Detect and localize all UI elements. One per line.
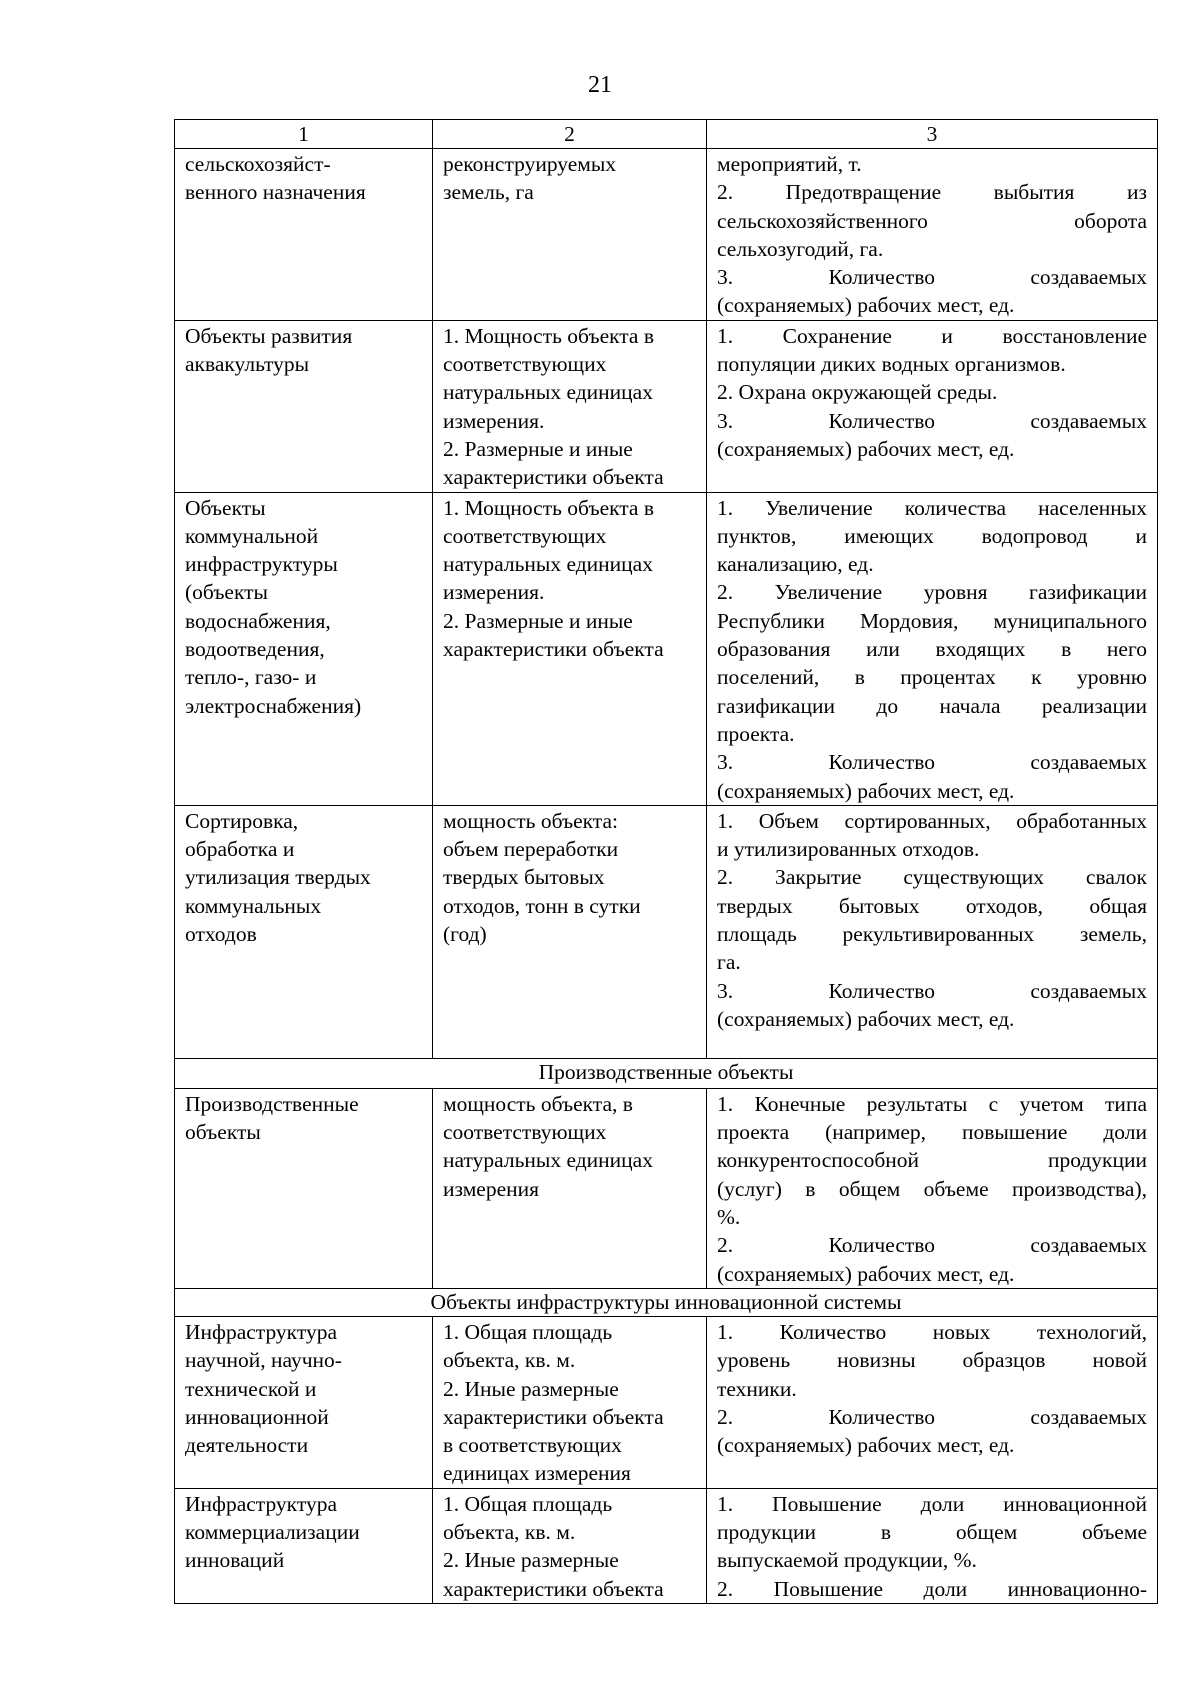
- text-line: (сохраняемых) рабочих мест, ед.: [717, 436, 1015, 461]
- text-line: (сохраняемых) рабочих мест, ед.: [717, 293, 1015, 318]
- text-line: проекта.: [717, 721, 795, 746]
- table-row: [175, 320, 1158, 492]
- text-line: 2. Охрана окружающей среды.: [717, 380, 998, 405]
- text-line: обработка и: [185, 837, 295, 862]
- text-line: Инфраструктура: [185, 1319, 337, 1344]
- column-header: 3: [707, 120, 1158, 149]
- text-line: соответствующих: [443, 352, 607, 377]
- text-line: водоснабжения,: [185, 608, 331, 633]
- text-line: характеристики объекта: [443, 1576, 664, 1601]
- text-line: измерения: [443, 1176, 540, 1201]
- indicators-table: [174, 119, 1158, 1604]
- text-line: сельхозугодий, га.: [717, 236, 884, 261]
- text-line: техники.: [717, 1376, 797, 1401]
- text-line: 3. Количество создаваемых: [717, 408, 1147, 433]
- text-line: 2. Предотвращение выбытия из: [717, 180, 1147, 205]
- text-line: 3. Количество создаваемых: [717, 265, 1147, 290]
- direct-result-cell: [433, 492, 707, 805]
- text-line: га.: [717, 950, 741, 975]
- text-line: 1. Сохранение и восстановление: [717, 323, 1147, 348]
- text-line: 1. Увеличение количества населенных: [717, 495, 1147, 520]
- text-line: 1. Объем сортированных, обработанных: [717, 808, 1147, 833]
- direct-result-cell: [433, 1316, 707, 1488]
- text-line: 3. Количество создаваемых: [717, 978, 1147, 1003]
- text-line: научной, научно-: [185, 1348, 342, 1373]
- text-line: пунктов, имеющих водопровод и: [717, 523, 1147, 548]
- text-line: 1. Количество новых технологий,: [717, 1319, 1147, 1344]
- text-line: (сохраняемых) рабочих мест, ед.: [717, 778, 1015, 803]
- text-line: 2. Иные размерные: [443, 1548, 619, 1573]
- object-type-cell: [175, 1316, 433, 1488]
- text-line: характеристики объекта: [443, 637, 664, 662]
- text-line: 3. Количество создаваемых: [717, 750, 1147, 775]
- text-line: (объекты: [185, 580, 268, 605]
- text-line: инфраструктуры: [185, 552, 338, 577]
- text-line: и утилизированных отходов.: [717, 837, 980, 862]
- final-result-cell: [707, 805, 1158, 1058]
- direct-result-cell: [433, 1088, 707, 1288]
- text-line: измерения.: [443, 408, 545, 433]
- text-line: 1. Общая площадь: [443, 1491, 613, 1516]
- text-line: утилизация твердых: [185, 865, 371, 890]
- object-type-cell: [175, 1088, 433, 1288]
- text-line: 2. Повышение доли инновационно-: [717, 1576, 1147, 1601]
- table-row: [175, 149, 1158, 321]
- column-header: 1: [175, 120, 433, 149]
- text-line: электроснабжения): [185, 693, 362, 718]
- text-line: соответствующих: [443, 1120, 607, 1145]
- text-line: конкурентоспособной продукции: [717, 1148, 1147, 1173]
- text-line: 1. Конечные результаты с учетом типа: [717, 1091, 1147, 1116]
- text-line: объекта, кв. м.: [443, 1348, 576, 1373]
- text-line: Объекты: [185, 495, 266, 520]
- text-line: коммунальных: [185, 893, 322, 918]
- final-result-cell: [707, 320, 1158, 492]
- text-line: Производственные: [185, 1091, 359, 1116]
- text-line: (сохраняемых) рабочих мест, ед.: [717, 1433, 1015, 1458]
- text-line: уровень новизны образцов новой: [717, 1348, 1147, 1373]
- text-line: характеристики объекта: [443, 1404, 664, 1429]
- text-line: инноваций: [185, 1548, 285, 1573]
- direct-result-cell: [433, 149, 707, 321]
- text-line: коммунальной: [185, 523, 319, 548]
- text-line: (сохраняемых) рабочих мест, ед.: [717, 1006, 1015, 1031]
- final-result-cell: [707, 1088, 1158, 1288]
- text-line: единицах измерения: [443, 1461, 631, 1486]
- direct-result-cell: [433, 320, 707, 492]
- text-line: объекта, кв. м.: [443, 1519, 576, 1544]
- page-number: 21: [588, 72, 612, 98]
- object-type-cell: [175, 149, 433, 321]
- text-line: популяции диких водных организмов.: [717, 352, 1066, 377]
- text-line: коммерциализации: [185, 1519, 360, 1544]
- text-line: натуральных единицах: [443, 552, 653, 577]
- text-line: образования или входящих в него: [717, 637, 1147, 662]
- text-line: реконструируемых: [443, 152, 617, 176]
- text-line: 2. Увеличение уровня газификации: [717, 580, 1147, 605]
- column-header: 2: [433, 120, 707, 149]
- direct-result-cell: [433, 1488, 707, 1603]
- object-type-cell: [175, 805, 433, 1058]
- text-line: 1. Повышение доли инновационной: [717, 1491, 1147, 1516]
- final-result-cell: [707, 149, 1158, 321]
- table-row: [175, 1316, 1158, 1488]
- text-line: выпускаемой продукции, %.: [717, 1548, 977, 1573]
- text-line: (услуг) в общем объеме производства),: [717, 1176, 1147, 1201]
- text-line: 2. Иные размерные: [443, 1376, 619, 1401]
- text-line: сельскохозяйст-: [185, 152, 331, 176]
- section-header-row: [175, 1058, 1158, 1088]
- text-line: технической и: [185, 1376, 317, 1401]
- object-type-cell: [175, 1488, 433, 1603]
- text-line: площадь рекультивированных земель,: [717, 922, 1147, 947]
- text-line: отходов, тонн в сутки: [443, 893, 641, 918]
- column-header-row: [175, 120, 1158, 149]
- object-type-cell: [175, 492, 433, 805]
- text-line: 2. Размерные и иные: [443, 436, 633, 461]
- text-line: 1. Мощность объекта в: [443, 323, 655, 348]
- text-line: Республики Мордовия, муниципального: [717, 608, 1147, 633]
- table-row: [175, 805, 1158, 1058]
- section-header-row: [175, 1288, 1158, 1316]
- text-line: водоотведения,: [185, 637, 325, 662]
- final-result-cell: [707, 492, 1158, 805]
- text-line: поселений, в процентах к уровню: [717, 665, 1147, 690]
- text-line: тепло-, газо- и: [185, 665, 317, 690]
- text-line: (год): [443, 922, 487, 947]
- text-line: проекта (например, повышение доли: [717, 1120, 1147, 1145]
- table-row: [175, 492, 1158, 805]
- object-type-cell: [175, 320, 433, 492]
- text-line: измерения.: [443, 580, 545, 605]
- text-line: сельскохозяйственного оборота: [717, 208, 1147, 233]
- table-row: [175, 1488, 1158, 1603]
- section-title: Производственные объекты: [175, 1058, 1158, 1088]
- text-line: 2. Количество создаваемых: [717, 1233, 1147, 1258]
- text-line: твердых бытовых: [443, 865, 605, 890]
- text-line: %.: [717, 1205, 741, 1230]
- text-line: венного назначения: [185, 180, 366, 205]
- text-line: 2. Количество создаваемых: [717, 1404, 1147, 1429]
- text-line: Объекты развития: [185, 323, 353, 348]
- final-result-cell: [707, 1488, 1158, 1603]
- text-line: 2. Закрытие существующих свалок: [717, 865, 1147, 890]
- text-line: аквакультуры: [185, 352, 310, 377]
- text-line: объекты: [185, 1120, 261, 1145]
- text-line: инновационной: [185, 1404, 329, 1429]
- text-line: Инфраструктура: [185, 1491, 337, 1516]
- text-line: канализацию, ед.: [717, 552, 874, 577]
- text-line: мощность объекта:: [443, 808, 618, 833]
- text-line: соответствующих: [443, 523, 607, 548]
- table-row: [175, 1088, 1158, 1288]
- text-line: Сортировка,: [185, 808, 299, 833]
- text-line: характеристики объекта: [443, 465, 664, 490]
- text-line: продукции в общем объеме: [717, 1519, 1147, 1544]
- section-title: Объекты инфраструктуры инновационной системы: [175, 1288, 1158, 1316]
- text-line: отходов: [185, 922, 257, 947]
- final-result-cell: [707, 1316, 1158, 1488]
- direct-result-cell: [433, 805, 707, 1058]
- text-line: в соответствующих: [443, 1433, 622, 1458]
- text-line: твердых бытовых отходов, общая: [717, 893, 1147, 918]
- text-line: натуральных единицах: [443, 380, 653, 405]
- text-line: земель, га: [443, 180, 534, 205]
- text-line: газификации до начала реализации: [717, 693, 1147, 718]
- table-body: [175, 120, 1158, 1604]
- text-line: мероприятий, т.: [717, 152, 862, 176]
- text-line: (сохраняемых) рабочих мест, ед.: [717, 1261, 1015, 1286]
- text-line: 1. Общая площадь: [443, 1319, 613, 1344]
- text-line: 2. Размерные и иные: [443, 608, 633, 633]
- text-line: деятельности: [185, 1433, 309, 1458]
- text-line: мощность объекта, в: [443, 1091, 633, 1116]
- text-line: объем переработки: [443, 837, 619, 862]
- text-line: натуральных единицах: [443, 1148, 653, 1173]
- text-line: 1. Мощность объекта в: [443, 495, 655, 520]
